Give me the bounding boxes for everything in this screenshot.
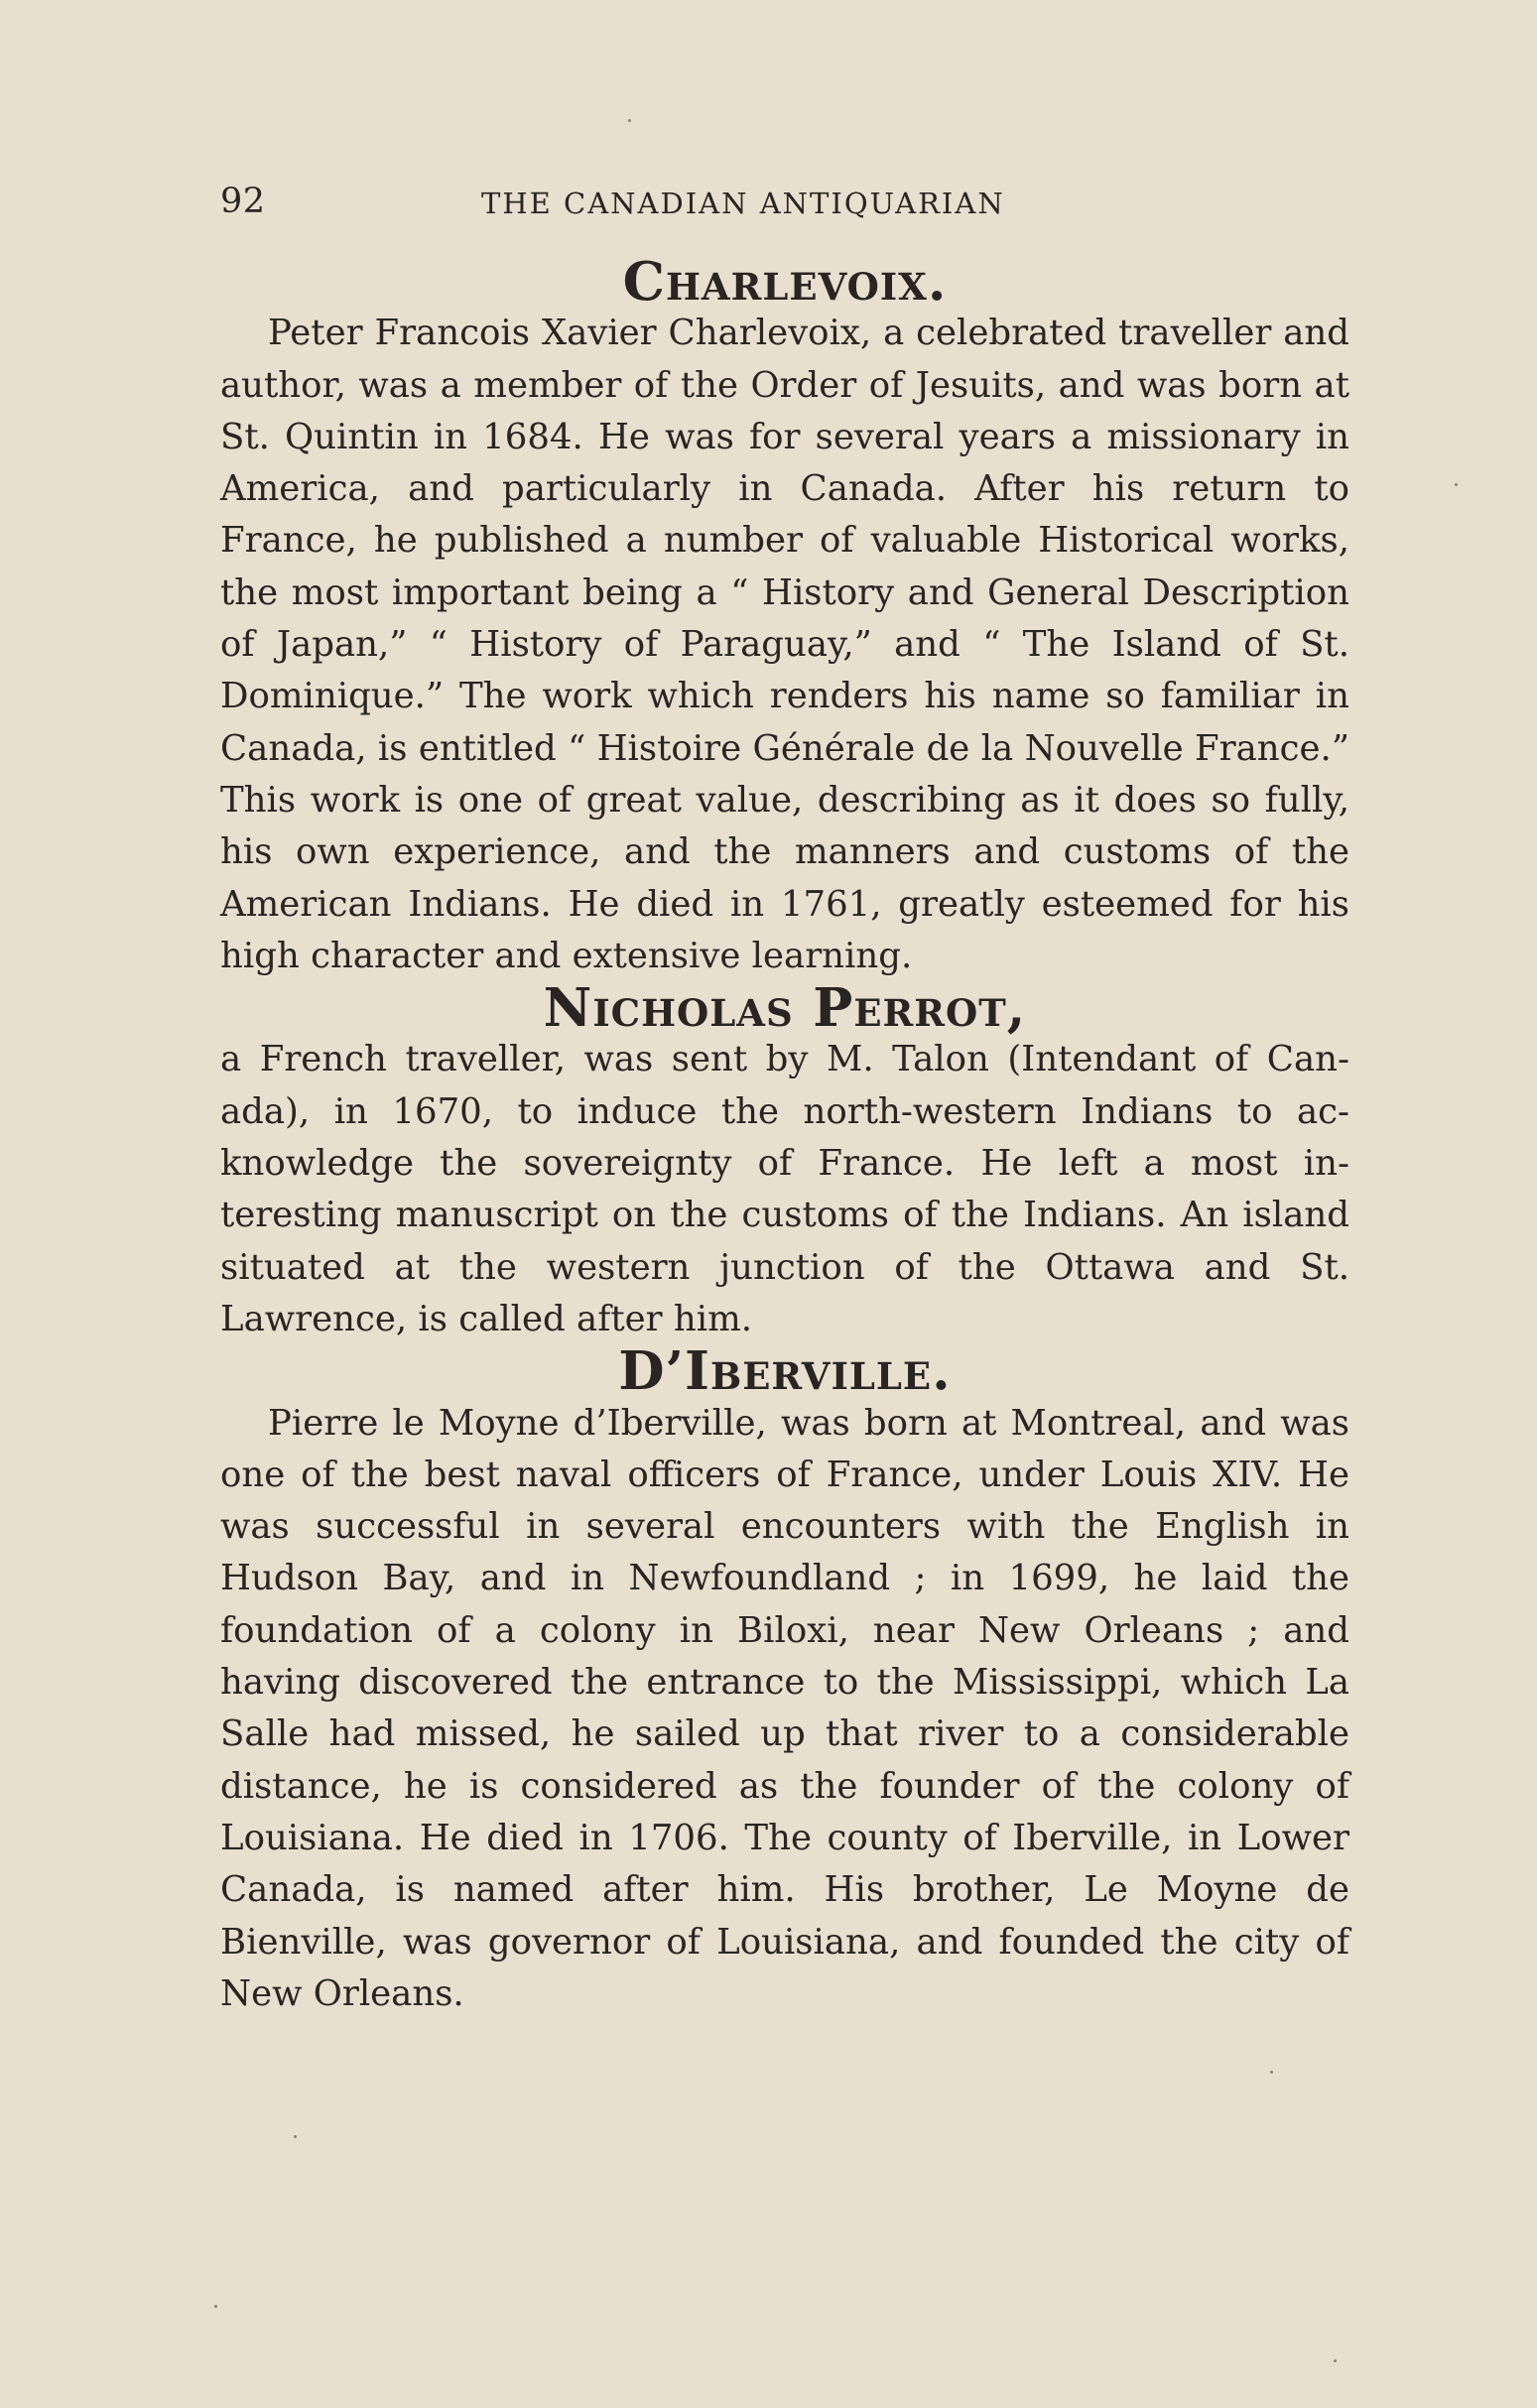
paragraph-diberville: Pierre le Moyne d’Iberville, was born at Montreal, and was one of the best naval officers of France, under Louis XIV. He was successful in several encounters with the English in Hudson Bay, and in Newfoundland ; in 1699, he laid the foundation of a colony in Biloxi, near New Orleans ; and having discovered the entrance to the Mississippi, which La Salle had missed, he sailed up that river to a considerable distance, he is considered as the founder of the colony of Louisiana. He died in 1706. The county of Iberville, in Lower Canada, is named after him. His brother, Le Moyne de Bienville, was governor of Louisiana, and founded the city of New Orleans. [220,1402,1349,2014]
paper-speck [294,2135,297,2138]
paragraph-nicholas-perrot: a French traveller, was sent by M. Talon (Intendant of Canada), in 1670, to induce the north-western Indians to acknowledge the sovereignty of France. He left a most interesting manuscript on the customs of the Indians. An island situated at the western junction of the Ottawa and St. Lawrence, is called after him. [220,1039,1349,1339]
page-body [220,250,1349,2020]
paper-speck [1270,2071,1273,2074]
page-header [220,182,1351,231]
running-title: THE CANADIAN ANTIQUARIAN [481,187,1005,220]
heading-diberville: D’Iberville. [618,1339,952,1403]
paragraph-charlevoix: Peter Francois Xavier Charlevoix, a celebrated traveller and author, was a member of the Order of Jesuits, and was born at St. Quintin in 1684. He was for several years a missionary in America, and particularly in Canada. After his return to France, he published a number of valuable Historical works, the most important being a “ History and General Description of Japan,” “ History of Paraguay,” and “ The Island of St. Dominique.” The work which renders his name so familiar in Canada, is entitled “ Histoire Générale de la Nouvelle France.” This work is one of great value, describing as it does so fully, his own experience, and the manners and customs of the American Indians. He died in 1761, greatly esteemed for his high character and extensive learning. [220,313,1349,976]
heading-nicholas-perrot: Nicholas Perrot, [543,976,1027,1040]
page-number: 92 [220,182,266,221]
heading-charlevoix: Charlevoix. [622,250,948,313]
paper-speck [1334,2359,1337,2362]
paper-speck [628,119,631,122]
paper-speck [1455,483,1458,486]
paper-speck [214,2305,217,2308]
